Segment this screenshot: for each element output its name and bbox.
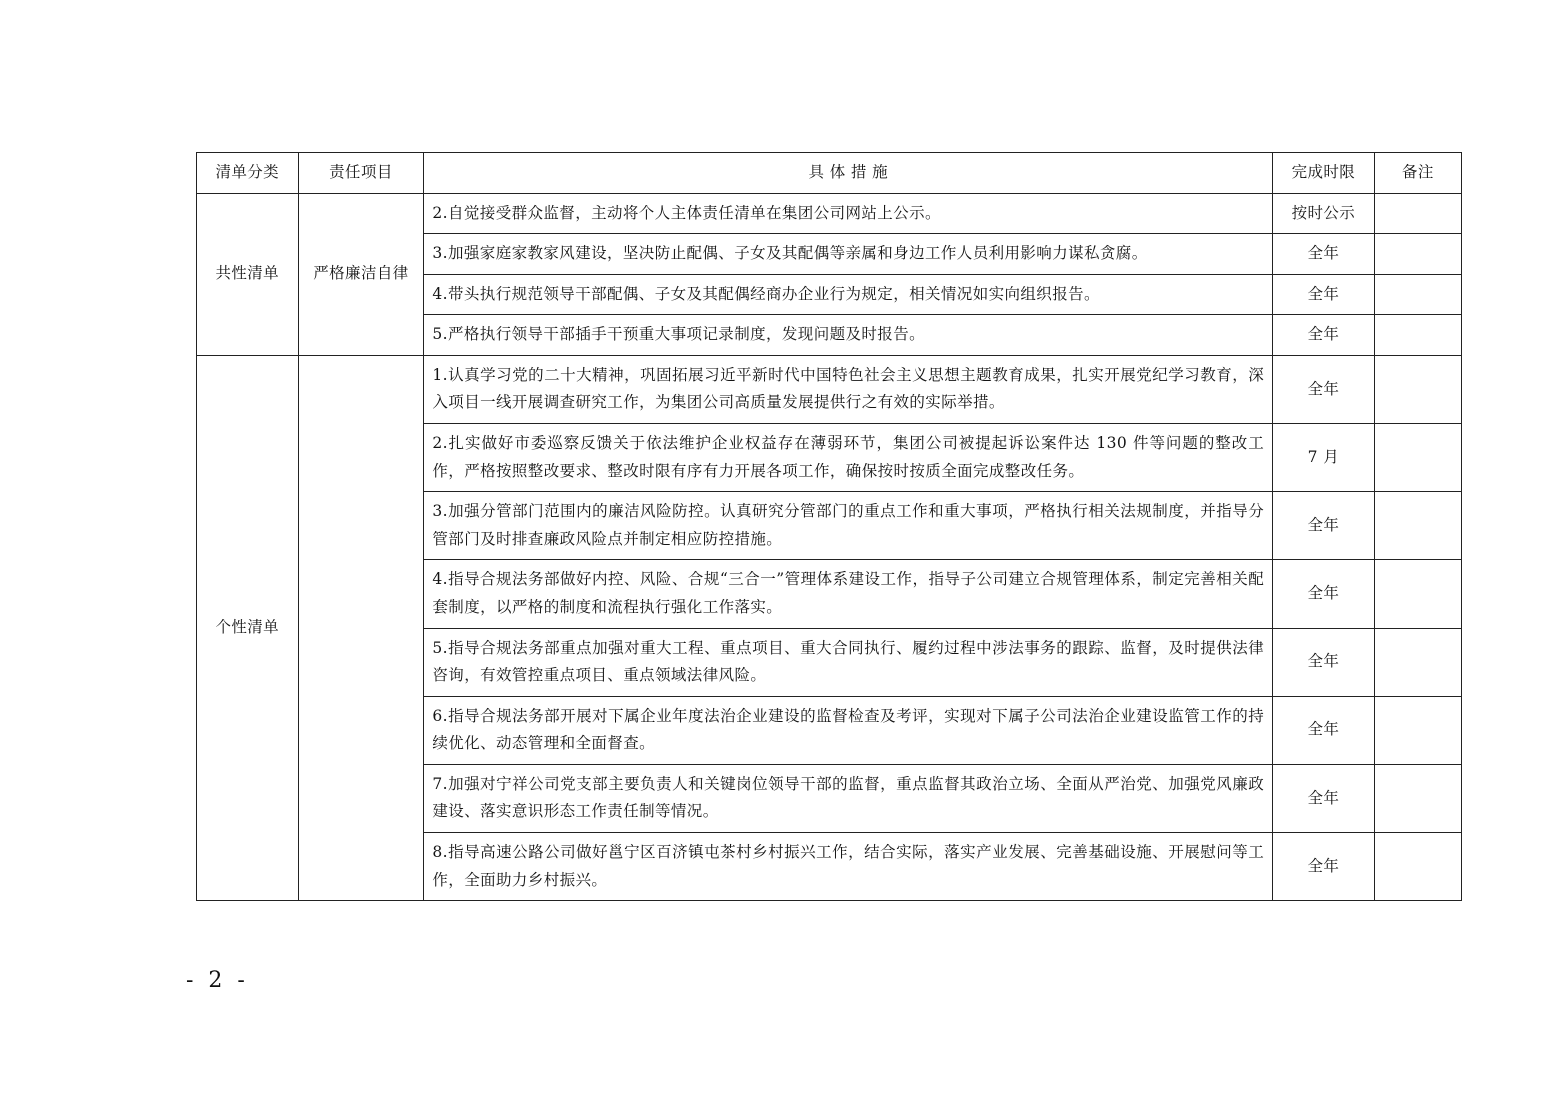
deadline-text: 全年 — [1273, 355, 1375, 423]
note-text — [1374, 560, 1461, 628]
group-category-individual: 个性清单 — [197, 355, 299, 900]
note-text — [1374, 832, 1461, 900]
table-row — [197, 355, 1462, 423]
note-text — [1374, 234, 1461, 275]
group-item-common: 严格廉洁自律 — [298, 193, 424, 355]
measure-text: 3.加强分管部门范围内的廉洁风险防控。认真研究分管部门的重点工作和重大事项，严格执行相关法规制度，并指导分管部门及时排查廉政风险点并制定相应防控措施。 — [424, 492, 1273, 560]
table-body — [197, 193, 1462, 901]
table-header — [197, 153, 1462, 194]
responsibility-list-table — [196, 152, 1462, 901]
table-row — [197, 193, 1462, 234]
measure-text: 7.加强对宁祥公司党支部主要负责人和关键岗位领导干部的监督，重点监督其政治立场、全面从严治党、加强党风廉政建设、落实意识形态工作责任制等情况。 — [424, 764, 1273, 832]
deadline-text: 全年 — [1273, 274, 1375, 315]
header-note: 备注 — [1374, 153, 1461, 194]
note-text — [1374, 193, 1461, 234]
group-item-individual — [298, 355, 424, 900]
deadline-text: 全年 — [1273, 234, 1375, 275]
measure-text: 8.指导高速公路公司做好邕宁区百济镇屯茶村乡村振兴工作，结合实际，落实产业发展、完善基础设施、开展慰问等工作，全面助力乡村振兴。 — [424, 832, 1273, 900]
deadline-text: 全年 — [1273, 832, 1375, 900]
deadline-text: 按时公示 — [1273, 193, 1375, 234]
note-text — [1374, 355, 1461, 423]
deadline-text: 全年 — [1273, 560, 1375, 628]
measure-text: 2.扎实做好市委巡察反馈关于依法维护企业权益存在薄弱环节，集团公司被提起诉讼案件达 130 件等问题的整改工作，严格按照整改要求、整改时限有序有力开展各项工作，确保按时按质全面完成整改任务。 — [424, 424, 1273, 492]
deadline-text: 全年 — [1273, 492, 1375, 560]
measure-text: 4.指导合规法务部做好内控、风险、合规“三合一”管理体系建设工作，指导子公司建立合规管理体系，制定完善相关配套制度，以严格的制度和流程执行强化工作落实。 — [424, 560, 1273, 628]
measure-text: 1.认真学习党的二十大精神，巩固拓展习近平新时代中国特色社会主义思想主题教育成果，扎实开展党纪学习教育，深入项目一线开展调查研究工作，为集团公司高质量发展提供行之有效的实际举措。 — [424, 355, 1273, 423]
measure-text: 2.自觉接受群众监督，主动将个人主体责任清单在集团公司网站上公示。 — [424, 193, 1273, 234]
deadline-text: 全年 — [1273, 696, 1375, 764]
measure-text: 5.指导合规法务部重点加强对重大工程、重点项目、重大合同执行、履约过程中涉法事务的跟踪、监督，及时提供法律咨询，有效管控重点项目、重点领域法律风险。 — [424, 628, 1273, 696]
measure-text: 4.带头执行规范领导干部配偶、子女及其配偶经商办企业行为规定，相关情况如实向组织报告。 — [424, 274, 1273, 315]
measure-text: 6.指导合规法务部开展对下属企业年度法治企业建设的监督检查及考评，实现对下属子公司法治企业建设监管工作的持续优化、动态管理和全面督查。 — [424, 696, 1273, 764]
header-measures: 具 体 措 施 — [424, 153, 1273, 194]
note-text — [1374, 764, 1461, 832]
note-text — [1374, 628, 1461, 696]
note-text — [1374, 424, 1461, 492]
note-text — [1374, 696, 1461, 764]
page-number: - 2 - — [186, 968, 249, 993]
note-text — [1374, 274, 1461, 315]
header-deadline: 完成时限 — [1273, 153, 1375, 194]
header-item: 责任项目 — [298, 153, 424, 194]
measure-text: 3.加强家庭家教家风建设，坚决防止配偶、子女及其配偶等亲属和身边工作人员利用影响力谋私贪腐。 — [424, 234, 1273, 275]
deadline-text: 全年 — [1273, 764, 1375, 832]
deadline-text: 全年 — [1273, 628, 1375, 696]
note-text — [1374, 315, 1461, 356]
deadline-text: 7 月 — [1273, 424, 1375, 492]
header-category: 清单分类 — [197, 153, 299, 194]
measure-text: 5.严格执行领导干部插手干预重大事项记录制度，发现问题及时报告。 — [424, 315, 1273, 356]
deadline-text: 全年 — [1273, 315, 1375, 356]
group-category-common: 共性清单 — [197, 193, 299, 355]
table-header-row — [197, 153, 1462, 194]
note-text — [1374, 492, 1461, 560]
